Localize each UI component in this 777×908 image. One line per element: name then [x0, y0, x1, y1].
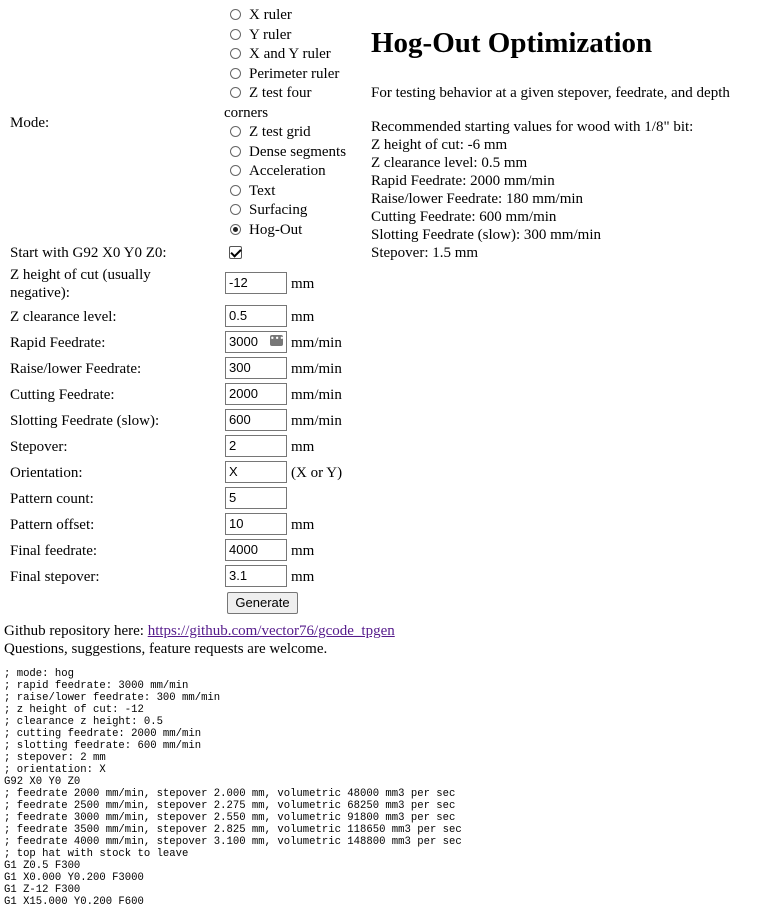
raise-lower-feedrate-unit: mm/min — [291, 361, 342, 377]
mode-option-label: Y ruler — [249, 26, 292, 43]
mode-option-label: Dense segments — [249, 143, 347, 160]
mode-option-label: Perimeter ruler — [249, 65, 340, 82]
final-feedrate-label: Final feedrate: — [10, 543, 98, 559]
z-height-label — [10, 266, 151, 302]
mode-option-dense-segments[interactable] — [224, 143, 364, 163]
stepover-input[interactable]: 2 — [225, 435, 287, 457]
recommended-cutting-feedrate: Cutting Feedrate: 600 mm/min — [371, 209, 557, 225]
recommended-stepover: Stepover: 1.5 mm — [371, 245, 479, 261]
orientation-label: Orientation: — [10, 465, 83, 481]
cutting-feedrate-unit: mm/min — [291, 387, 342, 403]
mode-option-label-line2: corners — [224, 104, 269, 121]
stepover-unit: mm — [291, 439, 315, 455]
radio-text[interactable] — [230, 185, 241, 196]
stepover-label: Stepover: — [10, 439, 68, 455]
mode-option-perimeter-ruler[interactable] — [224, 65, 364, 85]
mode-option-xy-ruler[interactable] — [224, 45, 364, 65]
z-height-label-line2: negative): — [10, 285, 70, 301]
mode-label: Mode: — [10, 115, 50, 131]
z-height-unit: mm — [291, 276, 315, 292]
mode-option-z-test-four-corners[interactable] — [224, 84, 364, 104]
mode-option-y-ruler[interactable] — [224, 26, 364, 46]
mode-option-hog-out[interactable] — [224, 221, 364, 241]
github-prefix: Github repository here: — [4, 623, 148, 639]
mode-option-label: Hog-Out — [249, 221, 303, 238]
slotting-feedrate-input[interactable]: 600 — [225, 409, 287, 431]
page-title: Hog-Out Optimization — [371, 27, 653, 59]
pattern-count-label: Pattern count: — [10, 491, 94, 507]
autofill-icon[interactable]: ••• — [270, 335, 283, 346]
start-g92-checkbox[interactable] — [229, 246, 242, 259]
radio-surfacing[interactable] — [230, 204, 241, 215]
pattern-offset-label: Pattern offset: — [10, 517, 95, 533]
cutting-feedrate-input[interactable]: 2000 — [225, 383, 287, 405]
rapid-feedrate-input[interactable]: 3000 — [225, 331, 287, 353]
description: For testing behavior at a given stepover, feedrate, and depth — [371, 85, 730, 101]
gcode-output: ; mode: hog ; rapid feedrate: 3000 mm/min ; raise/lower feedrate: 300 mm/min ; z height of cut: -12 ; clearance z height: 0.5 ; cutting feedrate: 2000 mm/min ; slotting feedrate: 600 mm/min ; stepover: 2 mm ; orientation: X G92 X0 Y0 Z0 ; feedrate 2000 mm/min, stepover 2.000 mm, volumetric 48000 mm3 per sec ; feedrate 2500 mm/min, stepover 2.275 mm, volumetric 68250 mm3 per sec ; feedrate 3000 mm/min, stepover 2.550 mm, volumetric 91800 mm3 per sec ; feedrate 3500 mm/min, stepover 2.825 mm, volumetric 118650 mm3 per sec ; feedrate 4000 mm/min, stepover 3.100 mm, volumetric 148800 mm3 per sec ; top hat with stock to leave G1 Z0.5 F300 G1 X0.000 Y0.200 F3000 G1 Z-12 F300 G1 X15.000 Y0.200 F600 — [4, 668, 462, 908]
final-feedrate-unit: mm — [291, 543, 315, 559]
mode-option-text[interactable] — [224, 182, 364, 202]
radio-x-ruler[interactable] — [230, 9, 241, 20]
mode-option-surfacing[interactable] — [224, 201, 364, 221]
radio-dense-segments[interactable] — [230, 146, 241, 157]
mode-option-label: Z test grid — [249, 124, 311, 140]
z-height-label-line1: Z height of cut (usually — [10, 267, 151, 283]
radio-acceleration[interactable] — [230, 165, 241, 176]
raise-lower-feedrate-input[interactable]: 300 — [225, 357, 287, 379]
mode-radio-group — [224, 6, 364, 240]
mode-option-label: Surfacing — [249, 202, 308, 218]
mode-option-acceleration[interactable] — [224, 162, 364, 182]
github-line — [4, 622, 395, 640]
rapid-feedrate-unit: mm/min — [291, 335, 342, 351]
generate-button[interactable]: Generate — [227, 592, 298, 614]
pattern-offset-input[interactable]: 10 — [225, 513, 287, 535]
pattern-offset-unit: mm — [291, 517, 315, 533]
radio-perimeter-ruler[interactable] — [230, 68, 241, 79]
recommended-rapid-feedrate: Rapid Feedrate: 2000 mm/min — [371, 173, 555, 189]
mode-option-z-test-grid[interactable] — [224, 123, 364, 143]
mode-option-label: X ruler — [249, 7, 292, 23]
mode-option-x-ruler[interactable] — [224, 6, 364, 26]
mode-option-label: Text — [249, 182, 276, 199]
final-stepover-label: Final stepover: — [10, 569, 100, 585]
suggestions-text: Questions, suggestions, feature requests are welcome. — [4, 641, 328, 657]
start-g92-label: Start with G92 X0 Y0 Z0: — [10, 245, 167, 261]
cutting-feedrate-label: Cutting Feedrate: — [10, 387, 115, 403]
mode-option-label-continued — [224, 104, 364, 124]
radio-z-test-grid[interactable] — [230, 126, 241, 137]
recommended-header: Recommended starting values for wood with 1/8" bit: — [371, 119, 694, 135]
final-stepover-unit: mm — [291, 569, 315, 585]
recommended-slotting-feedrate: Slotting Feedrate (slow): 300 mm/min — [371, 227, 601, 243]
final-feedrate-input[interactable]: 4000 — [225, 539, 287, 561]
radio-xy-ruler[interactable] — [230, 48, 241, 59]
rapid-feedrate-label: Rapid Feedrate: — [10, 335, 106, 351]
slotting-feedrate-label: Slotting Feedrate (slow): — [10, 413, 160, 429]
radio-z-test-four-corners[interactable] — [230, 87, 241, 98]
z-height-input[interactable]: -12 — [225, 272, 287, 294]
mode-option-label: Acceleration — [249, 163, 326, 179]
slotting-feedrate-unit: mm/min — [291, 413, 342, 429]
z-clearance-unit: mm — [291, 309, 315, 325]
orientation-unit: (X or Y) — [291, 465, 343, 481]
radio-y-ruler[interactable] — [230, 29, 241, 40]
github-link[interactable]: https://github.com/vector76/gcode_tpgen — [147, 623, 395, 639]
z-clearance-input[interactable]: 0.5 — [225, 305, 287, 327]
raise-lower-feedrate-label: Raise/lower Feedrate: — [10, 361, 142, 377]
orientation-input[interactable]: X — [225, 461, 287, 483]
recommended-z-height: Z height of cut: -6 mm — [371, 137, 508, 153]
radio-hog-out[interactable] — [230, 224, 241, 235]
pattern-count-input[interactable]: 5 — [225, 487, 287, 509]
recommended-z-clearance: Z clearance level: 0.5 mm — [371, 155, 528, 171]
mode-option-label: Z test four — [249, 85, 312, 101]
z-clearance-label: Z clearance level: — [10, 309, 117, 325]
final-stepover-input[interactable]: 3.1 — [225, 565, 287, 587]
recommended-raise-lower-feedrate: Raise/lower Feedrate: 180 mm/min — [371, 191, 584, 207]
mode-option-label: X and Y ruler — [249, 46, 331, 62]
